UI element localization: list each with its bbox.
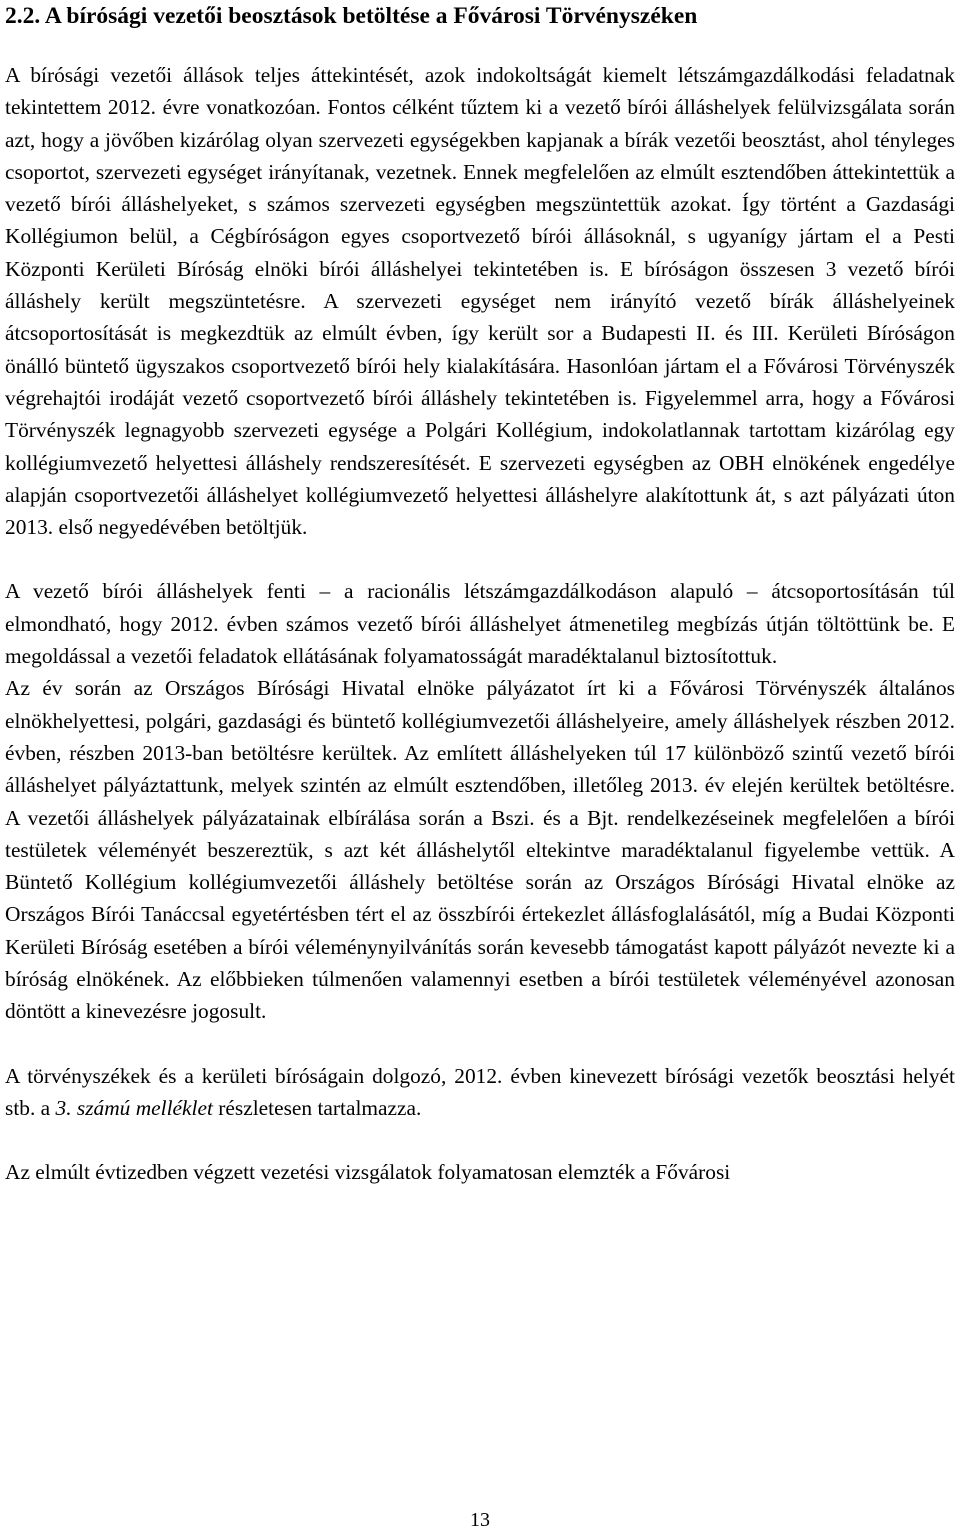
section-heading: 2.2. A bírósági vezetői beosztások betöltése a Fővárosi Törvényszéken bbox=[5, 3, 698, 29]
annex-text-before: A törvényszékek és a kerületi bíróságain dolgozó, 2012. évben kinevezett bírósági vezetők beosztási helyét stb. a bbox=[5, 1063, 955, 1120]
page-number: 13 bbox=[470, 1509, 490, 1531]
paragraph-annex-reference bbox=[5, 1060, 955, 1125]
annex-text-after: részletesen tartalmazza. bbox=[212, 1095, 422, 1120]
paragraph-leadership-review: A bírósági vezetői állások teljes áttekintését, azok indokoltságát kiemelt létszámgazdálkodási feladatnak tekintettem 2012. évre vonatkozóan. Fontos célként tűztem ki a vezető bírói álláshelyek felülvizsgálata során azt, hogy a jövőben kizárólag olyan szervezeti egységekben kapjanak a bírák vezetői beosztást, ahol tényleges csoportot, szervezeti egységet irányítanak, vezetnek. Ennek megfelelően az elmúlt esztendőben áttekintettük a vezető bírói álláshelyeket, s számos szervezeti egységben megszüntettük azokat. Így történt a Gazdasági Kollégiumon belül, a Cégbíróságon egyes csoportvezető bírói állásoknál, s ugyanígy jártam el a Pesti Központi Kerületi Bíróság elnöki bírói álláshelyei tekintetében is. E bíróságon összesen 3 vezető bírói álláshely került megszüntetésre. A szervezeti egységet nem irányító vezető bírák álláshelyeinek átcsoportosítását is megkezdtük az elmúlt évben, így került sor a Budapesti II. és III. Kerületi Bíróságon önálló büntető ügyszakos csoportvezető bírói hely kialakítására. Hasonlóan jártam el a Fővárosi Törvényszék végrehajtói irodáját vezető csoportvezető bírói álláshely tekintetében is. Figyelemmel arra, hogy a Fővárosi Törvényszék legnagyobb szervezeti egysége a Polgári Kollégium, indokolatlannak tartottam kizárólag egy kollégiumvezető helyettesi álláshely rendszeresítését. E szervezeti egységben az OBH elnökének engedélye alapján csoportvezetői álláshelyet kollégiumvezető helyettesi álláshelyre alakítottunk át, s azt pályázati úton 2013. első negyedévében betöltjük. bbox=[5, 63, 955, 540]
paragraph-applications: Az év során az Országos Bírósági Hivatal elnöke pályázatot írt ki a Fővárosi Törvényszék általános elnökhelyettesi, polgári, gazdasági és büntető kollégiumvezetői álláshelyeire, amely álláshelyek részben 2012. évben, részben 2013-ban betöltésre kerültek. Az említett álláshelyeken túl 17 különböző szintű vezető bírói álláshelyet pályáztattunk, melyek szintén az elmúlt esztendőben, illetőleg 2013. év elején kerültek betöltésre. A vezetői álláshelyek pályázatainak elbírálása során a Bszi. és a Bjt. rendelkezéseinek megfelelően a bírói testületek véleményét beszereztük, s azt két álláshelytől eltekintve maradéktalanul figyelembe vettük. A Büntető Kollégium kollégiumvezetői álláshely betöltése során az Országos Bírósági Hivatal elnöke az Országos Bírói Tanáccsal egyetértésben tért el az összbírói értekezlet állásfoglalásától, míg a Budai Központi Kerületi Bíróság esetében a bírói véleménynyilvánítás során kevesebb támogatást kapott pályázót nevezte ki a bíróság elnökének. Az előbbieken túlmenően valamennyi esetben a bírói testületek véleményével azonosan döntött a kinevezésre jogosult. bbox=[5, 676, 955, 1024]
document-page bbox=[5, 0, 955, 1189]
paragraph-temporary-appointments: A vezető bírói álláshelyek fenti – a racionális létszámgazdálkodáson alapuló – átcsoportosításán túl elmondható, hogy 2012. évben számos vezető bírói álláshelyet átmenetileg megbízás útján töltöttünk be. E megoldással a vezetői feladatok ellátásának folyamatosságát maradéktalanul biztosítottuk. bbox=[5, 579, 955, 669]
paragraph-last-line: Az elmúlt évtizedben végzett vezetési vizsgálatok folyamatosan elemzték a Fővárosi bbox=[5, 1160, 731, 1185]
annex-reference: 3. számú melléklet bbox=[55, 1095, 213, 1120]
